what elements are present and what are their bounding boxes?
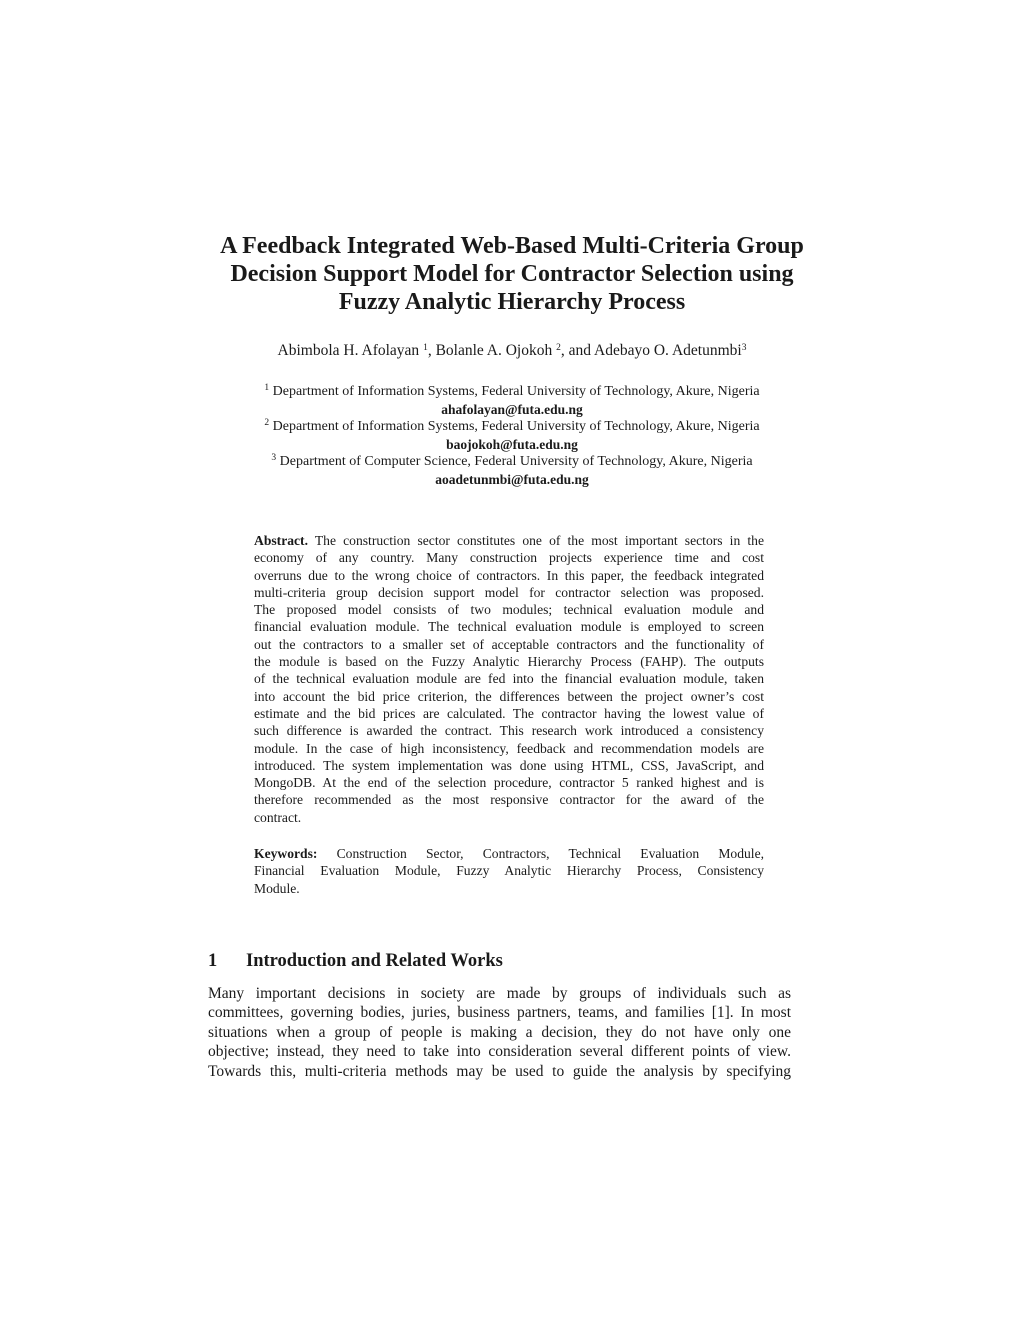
affiliation-sup: 2	[264, 418, 270, 428]
abstract	[254, 532, 764, 826]
abstract-line: of the technical evaluation module are fed into the financial evaluation module, taken	[254, 671, 764, 687]
affiliation-text: Department of Information Systems, Federal University of Technology, Akure, Nigeria	[272, 384, 760, 399]
abstract-line: the module is based on the Fuzzy Analytic Hierarchy Process (FAHP). The outputs	[254, 654, 764, 670]
body-line: Many important decisions in society are made by groups of individuals such as	[208, 985, 791, 1002]
body-line: situations when a group of people is making a decision, they do not have only one	[208, 1023, 791, 1041]
author-name: Abimbola H. Afolayan	[277, 342, 420, 359]
abstract-line	[254, 532, 764, 549]
abstract-line: such difference is awarded the contract. This research work introduced a consistency	[254, 723, 764, 739]
affiliation-text: Department of Information Systems, Federal University of Technology, Akure, Nigeria	[272, 419, 760, 434]
abstract-line: into account the bid price criterion, the differences between the project owner’s cost	[254, 688, 764, 704]
keywords-line: Module.	[254, 880, 300, 896]
abstract-line: MongoDB. At the end of the selection procedure, contractor 5 ranked highest and is	[254, 775, 764, 791]
keywords-line	[254, 845, 764, 862]
abstract-line: estimate and the bid prices are calculated. The contractor having the lowest value of	[254, 705, 764, 721]
author-email: aoadetunmbi@futa.edu.ng	[435, 471, 589, 487]
title-line: Fuzzy Analytic Hierarchy Process	[338, 289, 686, 315]
keywords	[254, 845, 764, 897]
author-list	[180, 341, 844, 361]
body-line: Towards this, multi-criteria methods may be used to guide the analysis by specifying	[208, 1062, 791, 1080]
affiliation-text: Department of Computer Science, Federal University of Technology, Akure, Nigeria	[279, 454, 753, 469]
affiliation-sup: 3	[271, 453, 277, 463]
body-line: objective; instead, they need to take into consideration several different points of view.	[208, 1043, 791, 1061]
abstract-line: economy of any country. Many construction projects experience time and cost	[254, 550, 764, 566]
keywords-text: Construction Sector, Contractors, Technical Evaluation Module,	[336, 846, 765, 861]
author-affil-sup: 1	[423, 343, 428, 353]
abstract-line: contract.	[254, 809, 302, 825]
abstract-line: introduced. The system implementation was done using HTML, CSS, JavaScript, and	[254, 757, 764, 773]
affiliations	[150, 383, 874, 488]
abstract-line: therefore recommended as the most responsive contractor for the award of the	[254, 792, 764, 808]
author-email: baojokoh@futa.edu.ng	[446, 436, 578, 452]
affiliation	[150, 418, 874, 436]
body-line: committees, governing bodies, juries, business partners, teams, and families [1]. In most	[208, 1004, 791, 1022]
affiliation	[150, 453, 874, 471]
abstract-line: The proposed model consists of two modules; technical evaluation module and	[254, 602, 764, 618]
abstract-line: overruns due to the wrong choice of contractors. In this paper, the feedback integrated	[254, 567, 764, 583]
abstract-label: Abstract.	[254, 533, 308, 548]
author-email: ahafolayan@futa.edu.ng	[441, 401, 583, 417]
abstract-line: module. In the case of high inconsistency, feedback and recommendation models are	[254, 740, 764, 756]
author-affil-sup: 3	[741, 343, 747, 353]
paper-title	[180, 232, 844, 316]
abstract-line: out the contractors to a smaller set of acceptable contractors and the functionality of	[254, 636, 764, 652]
title-line: A Feedback Integrated Web-Based Multi-Criteria Group	[220, 233, 804, 259]
section-number: 1	[208, 951, 218, 971]
author-affil-sup: 2	[556, 343, 561, 353]
author-name: , and Adebayo O. Adetunmbi	[560, 342, 742, 359]
affiliation	[150, 383, 874, 401]
section-title: Introduction and Related Works	[246, 951, 503, 971]
intro-paragraph	[208, 984, 791, 1081]
abstract-text: The construction sector constitutes one of the most important sectors in the	[314, 533, 764, 548]
abstract-line: financial evaluation module. The technical evaluation module is employed to screen	[254, 619, 764, 635]
keywords-label: Keywords:	[254, 846, 318, 861]
keywords-line: Financial Evaluation Module, Fuzzy Analytic Hierarchy Process, Consistency	[254, 863, 764, 879]
author-name: , Bolanle A. Ojokoh	[427, 342, 553, 359]
title-line: Decision Support Model for Contractor Selection using	[230, 261, 794, 287]
affiliation-sup: 1	[264, 383, 270, 393]
abstract-line: multi-criteria group decision support model for contractor selection was proposed.	[254, 584, 764, 600]
section-heading	[208, 950, 503, 972]
